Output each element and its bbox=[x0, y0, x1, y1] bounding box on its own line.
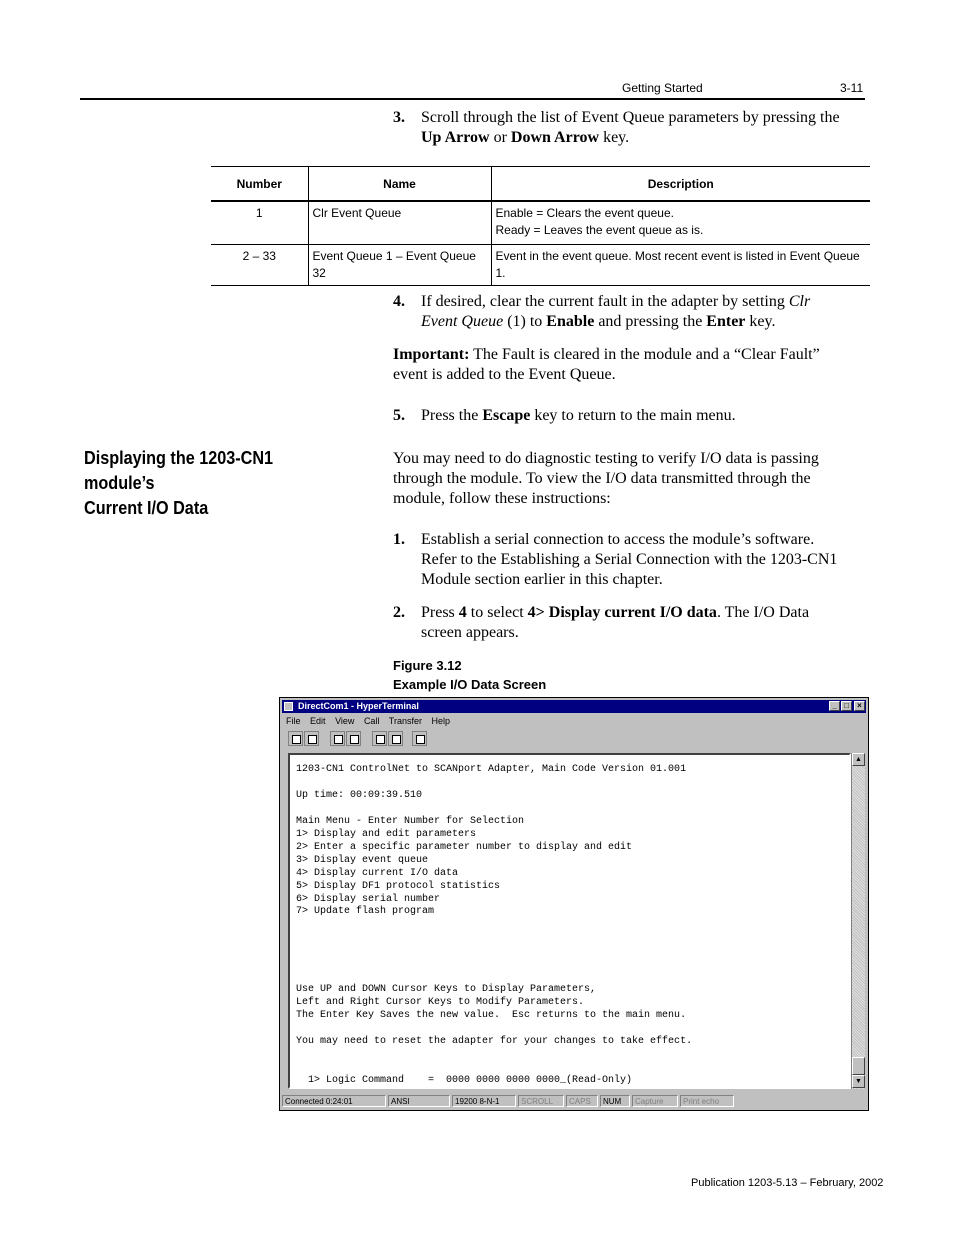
properties-icon[interactable] bbox=[412, 731, 427, 746]
vertical-scrollbar[interactable] bbox=[851, 753, 865, 1089]
step-3-number: 3. bbox=[393, 109, 405, 126]
terminal-line: The Enter Key Saves the new value. Esc returns to the main menu. bbox=[296, 1010, 687, 1022]
table-row bbox=[211, 244, 870, 285]
io-step-1-text: Establish a serial connection to access the module’s software. Refer to the Establishing a Serial Connection with the 1203-CN1 Module section earlier in this chapter. bbox=[421, 531, 838, 588]
new-connection-icon[interactable] bbox=[288, 731, 303, 746]
terminal-line: 6> Display serial number bbox=[296, 893, 441, 905]
window-title-bar bbox=[282, 700, 866, 713]
event-queue-parameter-table bbox=[211, 166, 870, 286]
column-header-description: Description bbox=[491, 167, 870, 202]
step-5-number: 5. bbox=[393, 407, 405, 424]
terminal-line: Main Menu - Enter Number for Selection bbox=[296, 815, 525, 827]
maximize-icon[interactable]: □ bbox=[841, 701, 852, 711]
figure-caption bbox=[393, 656, 546, 694]
table-cell-description: Event in the event queue. Most recent event is listed in Event Queue 1. bbox=[491, 244, 870, 285]
status-connected: Connected 0:24:01 bbox=[282, 1095, 386, 1107]
table-header-row bbox=[211, 167, 870, 202]
terminal-line: Up time: 00:09:39.510 bbox=[296, 789, 423, 801]
open-icon[interactable] bbox=[304, 731, 319, 746]
status-print-echo: Print echo bbox=[680, 1095, 734, 1107]
menu-edit[interactable]: Edit bbox=[310, 716, 326, 726]
connect-icon[interactable] bbox=[330, 731, 345, 746]
page-number: 3-11 bbox=[840, 81, 864, 95]
io-step-2-number: 2. bbox=[393, 604, 405, 621]
menu-transfer[interactable]: Transfer bbox=[388, 716, 422, 726]
section-heading: Displaying the 1203-CN1 module’s Current I/O Data bbox=[84, 448, 274, 518]
terminal-line: 1203-CN1 ControlNet to SCANport Adapter, Main Code Version 01.001 bbox=[296, 764, 687, 775]
step-4-number: 4. bbox=[393, 293, 405, 310]
terminal-line: 1> Logic Command = 0000 0000 0000 0000_(Read-Only) bbox=[296, 1074, 633, 1086]
table-cell-description: Enable = Clears the event queue. Ready = Leaves the event queue as is. bbox=[491, 201, 870, 244]
menu-file[interactable]: File bbox=[286, 716, 301, 726]
io-step-2-text: Press 4 to select 4> Display current I/O data. The I/O Data screen appears. bbox=[421, 604, 810, 641]
io-step-1-number: 1. bbox=[393, 531, 405, 548]
terminal-line: 4> Display current I/O data bbox=[296, 867, 459, 879]
figure-number: Figure 3.12 bbox=[393, 658, 462, 673]
scroll-up-icon[interactable]: ▲ bbox=[852, 753, 865, 766]
terminal-line: 7> Update flash program bbox=[296, 906, 435, 918]
menu-help[interactable]: Help bbox=[431, 716, 451, 726]
menu-bar bbox=[286, 715, 457, 727]
table-cell-name: Clr Event Queue bbox=[308, 201, 491, 244]
running-header-section: Getting Started bbox=[622, 81, 703, 95]
terminal-line: 3> Display event queue bbox=[296, 854, 429, 866]
publication-footer: Publication 1203-5.13 – February, 2002 bbox=[691, 1177, 884, 1189]
step-5-text: Press the Escape key to return to the main menu. bbox=[421, 407, 736, 424]
scroll-thumb[interactable] bbox=[852, 1057, 865, 1075]
header-rule bbox=[80, 98, 865, 100]
terminal-line: You may need to reset the adapter for your changes to take effect. bbox=[296, 1035, 693, 1047]
table-row bbox=[211, 201, 870, 244]
receive-file-icon[interactable] bbox=[388, 731, 403, 746]
intro-paragraph: You may need to do diagnostic testing to verify I/O data is passing through the module. To view the I/O data transmitted through the module, follow these instructions: bbox=[393, 450, 819, 507]
window-title: DirectCom1 - HyperTerminal bbox=[298, 701, 419, 711]
column-header-number: Number bbox=[236, 176, 282, 191]
status-capture: Capture bbox=[632, 1095, 678, 1107]
terminal-line: 2> Enter a specific parameter number to display and edit bbox=[296, 841, 633, 853]
terminal-line: Use UP and DOWN Cursor Keys to Display Parameters, bbox=[296, 984, 597, 996]
step-3-text: Scroll through the list of Event Queue parameters by pressing the Up Arrow or Down Arrow key. bbox=[421, 109, 840, 146]
terminal-line: Left and Right Cursor Keys to Modify Parameters. bbox=[296, 997, 585, 1009]
close-icon[interactable]: × bbox=[854, 701, 865, 711]
column-header-name: Name bbox=[308, 167, 491, 202]
status-port-settings: 19200 8-N-1 bbox=[452, 1095, 516, 1107]
status-emulation: ANSI bbox=[388, 1095, 450, 1107]
status-num: NUM bbox=[600, 1095, 630, 1107]
status-caps: CAPS bbox=[566, 1095, 598, 1107]
hyperterminal-window bbox=[279, 697, 869, 1111]
minimize-icon[interactable]: _ bbox=[829, 701, 840, 711]
menu-view[interactable]: View bbox=[335, 716, 355, 726]
step-4-text: If desired, clear the current fault in the adapter by setting Clr Event Queue (1) to Enable and pressing the Enter key. bbox=[421, 293, 811, 330]
table-cell-number: 2 – 33 bbox=[242, 248, 276, 263]
menu-call[interactable]: Call bbox=[363, 716, 380, 726]
table-cell-number: 1 bbox=[255, 206, 263, 220]
table-cell-name: Event Queue 1 – Event Queue 32 bbox=[308, 244, 491, 285]
scroll-down-icon[interactable]: ▼ bbox=[852, 1075, 865, 1088]
send-file-icon[interactable] bbox=[372, 731, 387, 746]
figure-title: Example I/O Data Screen bbox=[393, 677, 547, 692]
hyperterminal-app-icon bbox=[284, 702, 293, 711]
terminal-line: 5> Display DF1 protocol statistics bbox=[296, 880, 501, 892]
status-scroll: SCROLL bbox=[518, 1095, 564, 1107]
terminal-display[interactable] bbox=[288, 753, 851, 1089]
important-note: Important: The Fault is cleared in the module and a “Clear Fault” event is added to the Event Queue. bbox=[393, 346, 820, 383]
terminal-line: 1> Display and edit parameters bbox=[296, 828, 477, 840]
disconnect-icon[interactable] bbox=[346, 731, 361, 746]
